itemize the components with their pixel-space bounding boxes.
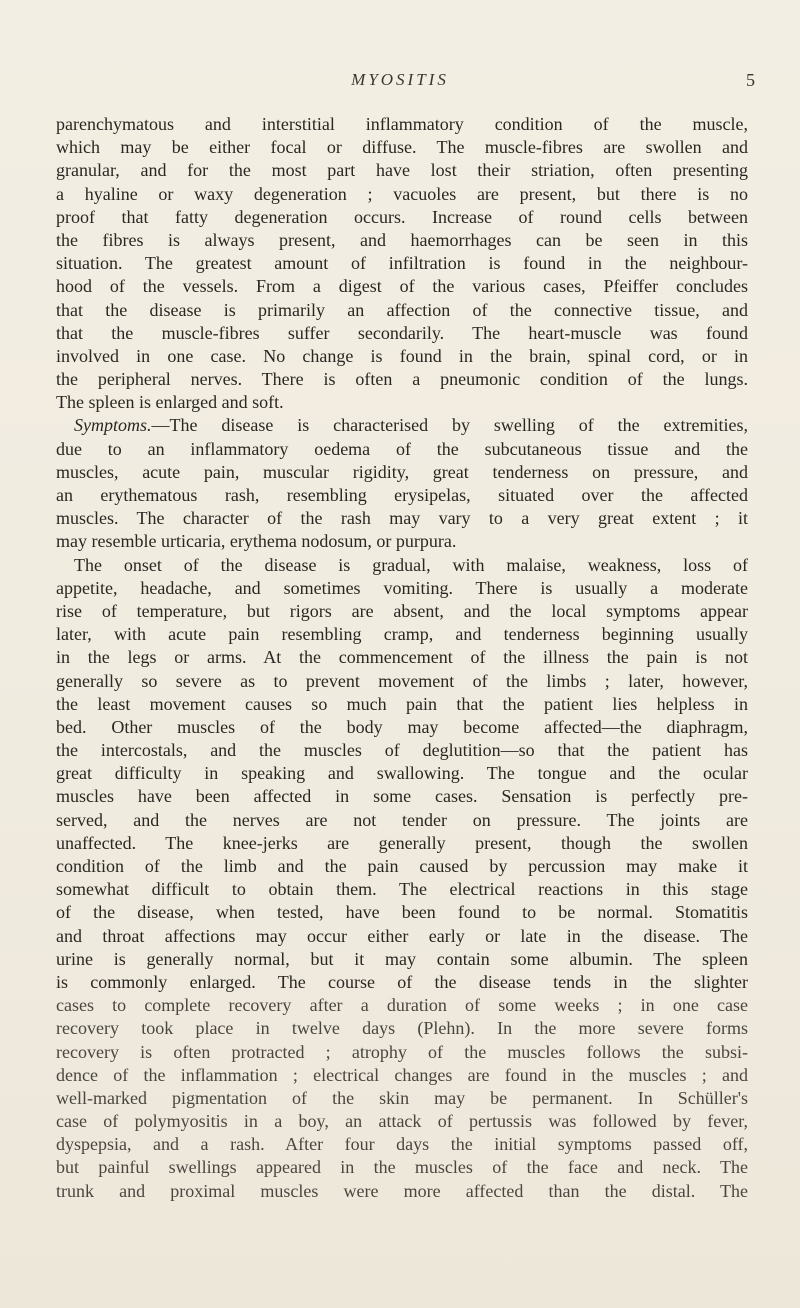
text-line: cases to complete recovery after a duration of some weeks ; in one case xyxy=(56,995,748,1016)
text-line: rise of temperature, but rigors are absent, and the local symptoms appear xyxy=(56,600,748,621)
text-line: somewhat difficult to obtain them. The electrical reactions in this stage xyxy=(56,879,748,900)
text-line: unaffected. The knee-jerks are generally present, though the swollen xyxy=(56,832,748,853)
text-line: that the disease is primarily an affection of the connective tissue, and xyxy=(56,299,748,320)
text-line: dyspepsia, and a rash. After four days the initial symptoms passed off, xyxy=(56,1134,748,1155)
text-line: served, and the nerves are not tender on pressure. The joints are xyxy=(56,809,748,830)
text-line: proof that fatty degeneration occurs. Increase of round cells between xyxy=(56,206,748,227)
text-line: the least movement causes so much pain that the patient lies helpless in xyxy=(56,693,748,714)
text-line: is commonly enlarged. The course of the disease tends in the slighter xyxy=(56,971,748,992)
text-line: which may be either focal or diffuse. The muscle-fibres are swollen and xyxy=(56,137,748,158)
text-line: due to an inflammatory oedema of the subcutaneous tissue and the xyxy=(56,438,748,459)
symptoms-first-line-text: —The disease is characterised by swelling of the extremities, xyxy=(151,415,748,436)
running-title: MYOSITIS xyxy=(351,70,449,89)
text-line: the intercostals, and the muscles of deglutition—so that the patient has xyxy=(56,740,748,761)
text-line: situation. The greatest amount of infiltration is found in the neighbour- xyxy=(56,253,748,274)
text-line: urine is generally normal, but it may contain some albumin. The spleen xyxy=(56,948,748,969)
text-line: muscles. The character of the rash may vary to a very great extent ; it xyxy=(56,508,748,529)
symptoms-heading: Symptoms. xyxy=(74,415,152,436)
text-line: hood of the vessels. From a digest of the various cases, Pfeiffer concludes xyxy=(56,276,748,297)
text-line: The onset of the disease is gradual, with malaise, weakness, loss of xyxy=(74,554,748,575)
text-line: The spleen is enlarged and soft. xyxy=(56,392,284,413)
text-line: may resemble urticaria, erythema nodosum, or purpura. xyxy=(56,531,457,552)
text-line: appetite, headache, and sometimes vomiting. There is usually a moderate xyxy=(56,577,748,598)
text-line: condition of the limb and the pain caused by percussion may make it xyxy=(56,856,748,876)
symptoms-first-line xyxy=(56,414,748,437)
text-line: dence of the inflammation ; electrical changes are found in the muscles ; and xyxy=(56,1064,748,1085)
text-line: recovery is often protracted ; atrophy of the muscles follows the subsi- xyxy=(56,1041,748,1062)
text-line: case of polymyositis in a boy, an attack of pertussis was followed by fever, xyxy=(56,1111,748,1132)
text-line: granular, and for the most part have lost their striation, often presenting xyxy=(56,160,748,181)
body-text xyxy=(56,113,748,1203)
text-line: bed. Other muscles of the body may become affected—the diaphragm, xyxy=(56,716,748,737)
text-line: in the legs or arms. At the commencement of the illness the pain is not xyxy=(56,647,748,668)
paragraph-pathology xyxy=(56,113,748,414)
text-line: an erythematous rash, resembling erysipelas, situated over the affected xyxy=(56,485,748,505)
text-line: trunk and proximal muscles were more affected than the distal. The xyxy=(56,1180,748,1201)
text-line: the peripheral nerves. There is often a pneumonic condition of the lungs. xyxy=(56,369,748,390)
text-line: the fibres is always present, and haemorrhages can be seen in this xyxy=(56,229,748,250)
text-line: a hyaline or waxy degeneration ; vacuoles are present, but there is no xyxy=(56,183,748,204)
text-line: of the disease, when tested, have been found to be normal. Stomatitis xyxy=(56,902,748,923)
text-line: but painful swellings appeared in the muscles of the face and neck. The xyxy=(56,1157,748,1178)
text-line: muscles, acute pain, muscular rigidity, great tenderness on pressure, and xyxy=(56,461,748,482)
text-line: that the muscle-fibres suffer secondarily. The heart-muscle was found xyxy=(56,322,748,343)
paragraph-onset xyxy=(56,554,748,1203)
text-line: generally so severe as to prevent movement of the limbs ; later, however, xyxy=(56,670,748,691)
page-number: 5 xyxy=(746,70,755,90)
text-line: involved in one case. No change is found in the brain, spinal cord, or in xyxy=(56,345,748,366)
text-line: parenchymatous and interstitial inflammatory condition of the muscle, xyxy=(56,114,748,134)
text-line: well-marked pigmentation of the skin may be permanent. In Schüller's xyxy=(56,1087,748,1108)
symptoms-continuation xyxy=(56,438,748,554)
paragraph-symptoms xyxy=(56,414,748,553)
text-line: and throat affections may occur either early or late in the disease. The xyxy=(56,925,748,946)
text-line: recovery took place in twelve days (Plehn). In the more severe forms xyxy=(56,1018,748,1039)
text-line: later, with acute pain resembling cramp, and tenderness beginning usually xyxy=(56,624,748,645)
text-line: great difficulty in speaking and swallowing. The tongue and the ocular xyxy=(56,763,748,784)
text-line: muscles have been affected in some cases. Sensation is perfectly pre- xyxy=(56,786,748,807)
running-head xyxy=(45,70,755,96)
